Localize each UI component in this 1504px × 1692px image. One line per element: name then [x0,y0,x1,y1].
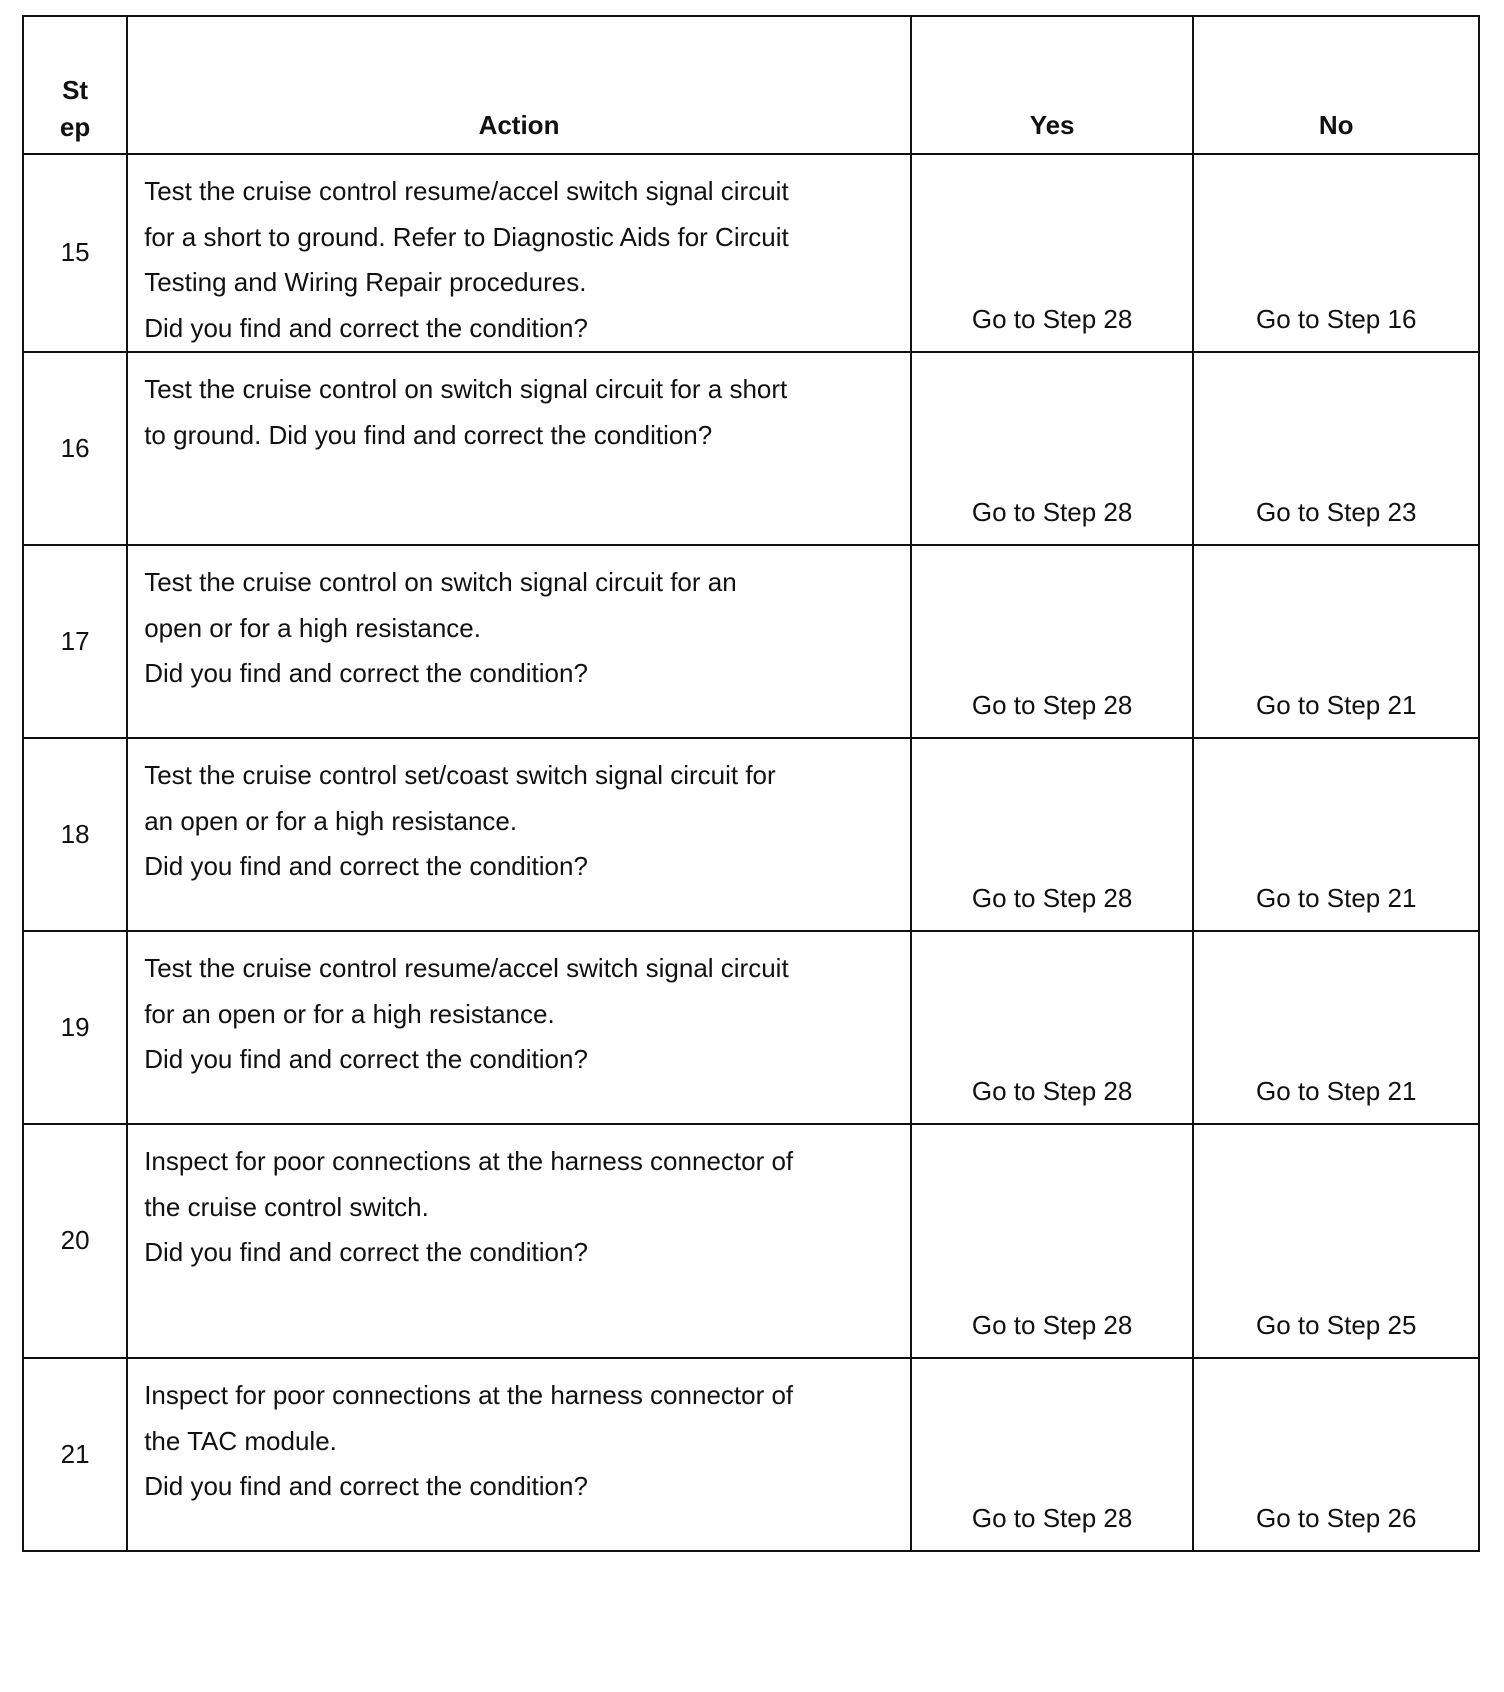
step-number: 16 [23,352,127,545]
action-line: the TAC module. [144,1425,337,1456]
no-cell: Go to Step 26 [1193,1358,1479,1551]
table-row [23,352,1479,545]
no-cell: Go to Step 25 [1193,1124,1479,1358]
table-header [23,16,1479,154]
table-row [23,1124,1479,1358]
table-row [23,545,1479,738]
action-line: Did you find and correct the condition? [144,1471,588,1501]
action-cell [127,1124,911,1358]
action-line: an open or for a high resistance. [144,805,518,836]
no-cell: Go to Step 21 [1193,545,1479,738]
action-line: for an open or for a high resistance. [144,998,555,1029]
action-line: Test the cruise control resume/accel switch signal circuit [144,176,789,206]
yes-cell: Go to Step 28 [911,154,1194,352]
action-line: Inspect for poor connections at the harness connector of [144,1380,794,1410]
yes-cell: Go to Step 28 [911,352,1194,545]
action-line: Test the cruise control resume/accel switch signal circuit [144,953,789,983]
yes-cell: Go to Step 28 [911,545,1194,738]
action-cell [127,738,911,931]
action-line: Test the cruise control on switch signal circuit for a short [144,374,788,404]
action-line: Testing and Wiring Repair procedures. [144,267,587,297]
table-row [23,738,1479,931]
step-number: 17 [23,545,127,738]
action-line: Test the cruise control on switch signal circuit for an [144,567,737,597]
no-cell: Go to Step 21 [1193,931,1479,1124]
header-step: St ep [23,16,127,154]
action-line: the cruise control switch. [144,1191,429,1222]
action-line: to ground. Did you find and correct the condition? [144,419,713,450]
action-line: open or for a high resistance. [144,612,481,643]
action-line: Did you find and correct the condition? [144,1044,588,1074]
header-row [23,16,1479,154]
action-line: for a short to ground. Refer to Diagnostic Aids for Circuit [144,221,789,252]
no-cell: Go to Step 21 [1193,738,1479,931]
action-cell [127,1358,911,1551]
yes-cell: Go to Step 28 [911,1124,1194,1358]
step-number: 15 [23,154,127,352]
header-no: No [1193,16,1479,154]
step-number: 20 [23,1124,127,1358]
table-row [23,154,1479,352]
yes-cell: Go to Step 28 [911,931,1194,1124]
step-number: 21 [23,1358,127,1551]
step-number: 18 [23,738,127,931]
header-action: Action [127,16,911,154]
table-body [23,154,1479,1551]
yes-cell: Go to Step 28 [911,738,1194,931]
action-line: Did you find and correct the condition? [144,658,588,688]
action-cell [127,154,911,352]
action-line: Did you find and correct the condition? [144,312,588,343]
yes-cell: Go to Step 28 [911,1358,1194,1551]
action-cell [127,352,911,545]
no-cell: Go to Step 16 [1193,154,1479,352]
step-number: 19 [23,931,127,1124]
action-cell [127,545,911,738]
action-line: Did you find and correct the condition? [144,1237,588,1267]
header-yes: Yes [911,16,1194,154]
action-line: Test the cruise control set/coast switch signal circuit for [144,760,776,790]
table-row [23,931,1479,1124]
action-cell [127,931,911,1124]
no-cell: Go to Step 23 [1193,352,1479,545]
table-row [23,1358,1479,1551]
action-line: Did you find and correct the condition? [144,851,588,881]
action-line: Inspect for poor connections at the harness connector of [144,1146,794,1176]
diagnostic-table [22,15,1480,1552]
